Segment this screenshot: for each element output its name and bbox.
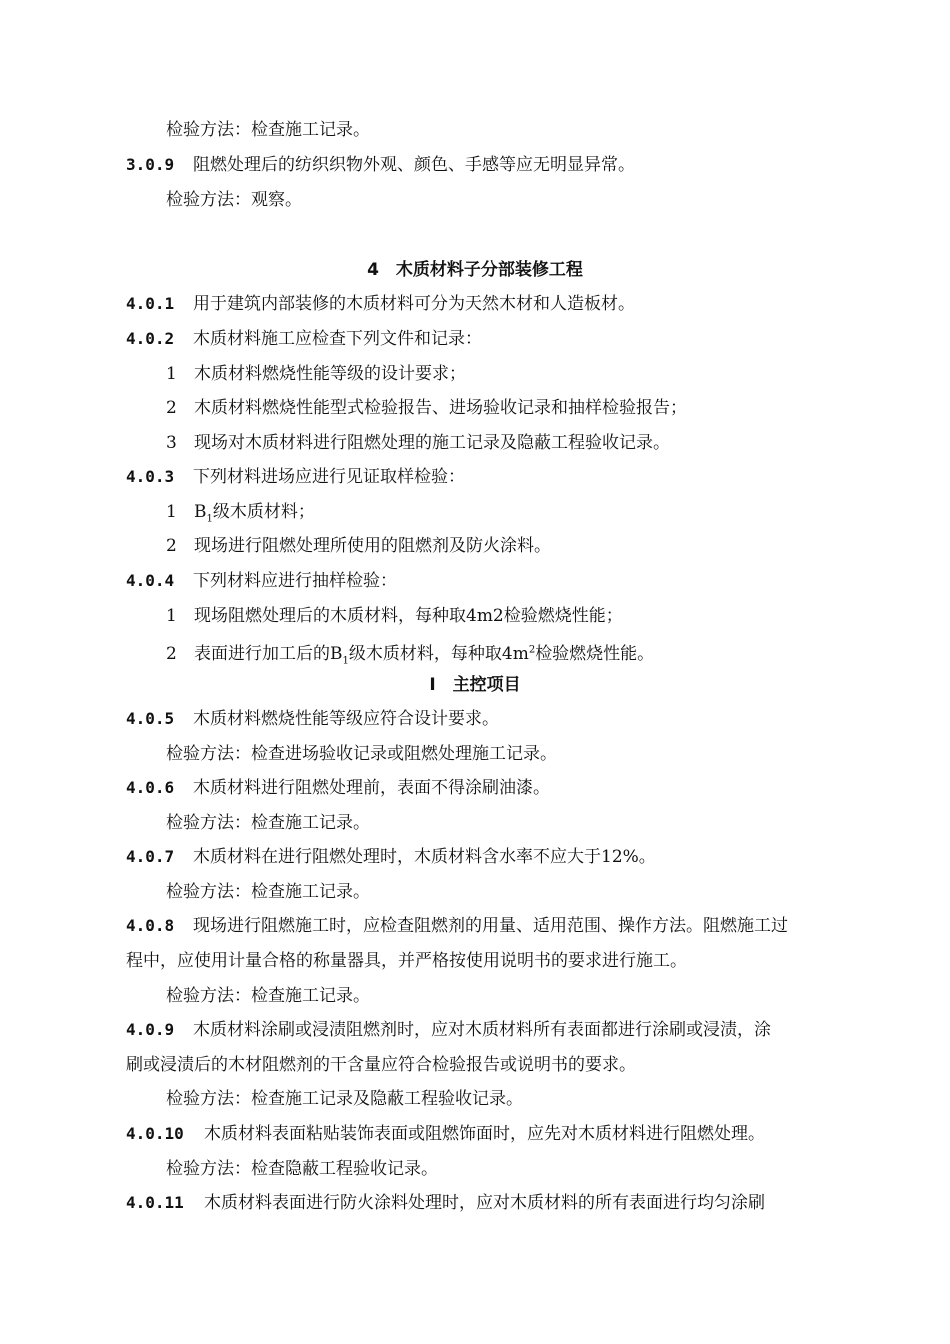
clause-text: 木质材料进行阻燃处理前，表面不得涂刷油漆。 [193,778,550,798]
clause-continuation: 程中，应使用计量合格的称量器具，并严格按使用说明书的要求进行施工。 [126,951,687,971]
clause-number: 4.0.8 [126,916,175,935]
clause-number: 4.0.10 [126,1124,184,1143]
clause-number: 4.0.9 [126,1020,175,1039]
clause-text: 阻燃处理后的纺织织物外观、颜色、手感等应无明显异常。 [193,155,635,175]
clause-text: 木质材料表面粘贴装饰表面或阻燃饰面时，应先对木质材料进行阻燃处理。 [204,1124,765,1144]
clause-4-0-6 [126,776,550,800]
list-item [166,638,654,673]
clause-number: 4.0.11 [126,1193,184,1212]
list-item [166,396,687,420]
list-item [166,362,466,386]
clause-text: 木质材料燃烧性能等级应符合设计要求。 [193,709,499,729]
clause-number: 4.0.7 [126,847,175,866]
list-text: 现场阻燃处理后的木质材料，每种取4m2检验燃烧性能； [194,606,623,626]
list-index: 2 [166,536,177,556]
clause-4-0-9 [126,1018,771,1042]
list-index: 1 [166,502,177,522]
list-text: 现场进行阻燃处理所使用的阻燃剂及防火涂料。 [194,536,551,556]
clause-4-0-5 [126,707,499,731]
clause-text: 现场进行阻燃施工时，应检查阻燃剂的用量、适用范围、操作方法。阻燃施工过 [193,916,788,936]
clause-text: 木质材料涂刷或浸渍阻燃剂时，应对木质材料所有表面都进行涂刷或浸渍，涂 [193,1020,771,1040]
clause-4-0-7 [126,845,656,869]
clause-number: 4.0.5 [126,709,175,728]
clause-text: 木质材料表面进行防火涂料处理时，应对木质材料的所有表面进行均匀涂刷 [204,1193,765,1213]
clause-4-0-1 [126,292,635,316]
clause-4-0-3 [126,465,465,489]
clause-4-0-8 [126,914,788,938]
clause-number: 4.0.4 [126,571,175,590]
clause-4-0-2 [126,327,482,351]
list-text: 木质材料燃烧性能型式检验报告、进场验收记录和抽样检验报告； [194,398,687,418]
clause-text: 木质材料在进行阻燃处理时，木质材料含水率不应大于12%。 [193,847,656,867]
list-text: 木质材料燃烧性能等级的设计要求； [194,364,466,384]
clause-continuation: 刷或浸渍后的木材阻燃剂的干含量应符合检验报告或说明书的要求。 [126,1055,636,1075]
list-item [166,431,670,455]
clause-number: 4.0.2 [126,329,175,348]
clause-number: 4.0.6 [126,778,175,797]
list-text: $B_1$级木质材料； [194,502,315,525]
list-index: 1 [166,606,177,626]
clause-4-0-4 [126,569,397,593]
inspection-method-line: 检验方法：检查施工记录。 [166,882,370,902]
list-index: 2 [166,398,177,418]
inspection-method-line: 检验方法：检查施工记录及隐蔽工程验收记录。 [166,1089,523,1109]
list-index: 1 [166,364,177,384]
clause-number: 3.0.9 [126,155,175,174]
list-index: 3 [166,433,177,453]
inspection-method-line: 检验方法：检查施工记录。 [166,986,370,1006]
clause-4-0-11 [126,1191,765,1215]
list-text: 表面进行加工后的$B_1$级木质材料，每种取$4m^2$检验燃烧性能。 [194,643,655,667]
clause-text: 木质材料施工应检查下列文件和记录： [193,329,482,349]
list-item [166,500,315,531]
clause-text: 下列材料进场应进行见证取样检验： [193,467,465,487]
list-index: 2 [166,643,177,664]
section-heading: Ⅰ 主控项目 [429,675,521,695]
list-text: 现场对木质材料进行阻燃处理的施工记录及隐蔽工程验收记录。 [194,433,670,453]
clause-3-0-9 [126,153,635,177]
list-item [166,604,623,628]
inspection-method-line: 检验方法：检查施工记录。 [166,120,370,140]
clause-4-0-10 [126,1122,765,1146]
clause-text: 用于建筑内部装修的木质材料可分为天然木材和人造板材。 [193,294,635,314]
clause-number: 4.0.1 [126,294,175,313]
inspection-method-line: 检验方法：检查施工记录。 [166,813,370,833]
list-item [166,534,551,558]
inspection-method-line: 检验方法：观察。 [166,190,302,210]
inspection-method-line: 检验方法：检查隐蔽工程验收记录。 [166,1159,438,1179]
inspection-method-line: 检验方法：检查进场验收记录或阻燃处理施工记录。 [166,744,557,764]
clause-text: 下列材料应进行抽样检验： [193,571,397,591]
clause-number: 4.0.3 [126,467,175,486]
chapter-heading: 4 木质材料子分部装修工程 [367,260,583,280]
